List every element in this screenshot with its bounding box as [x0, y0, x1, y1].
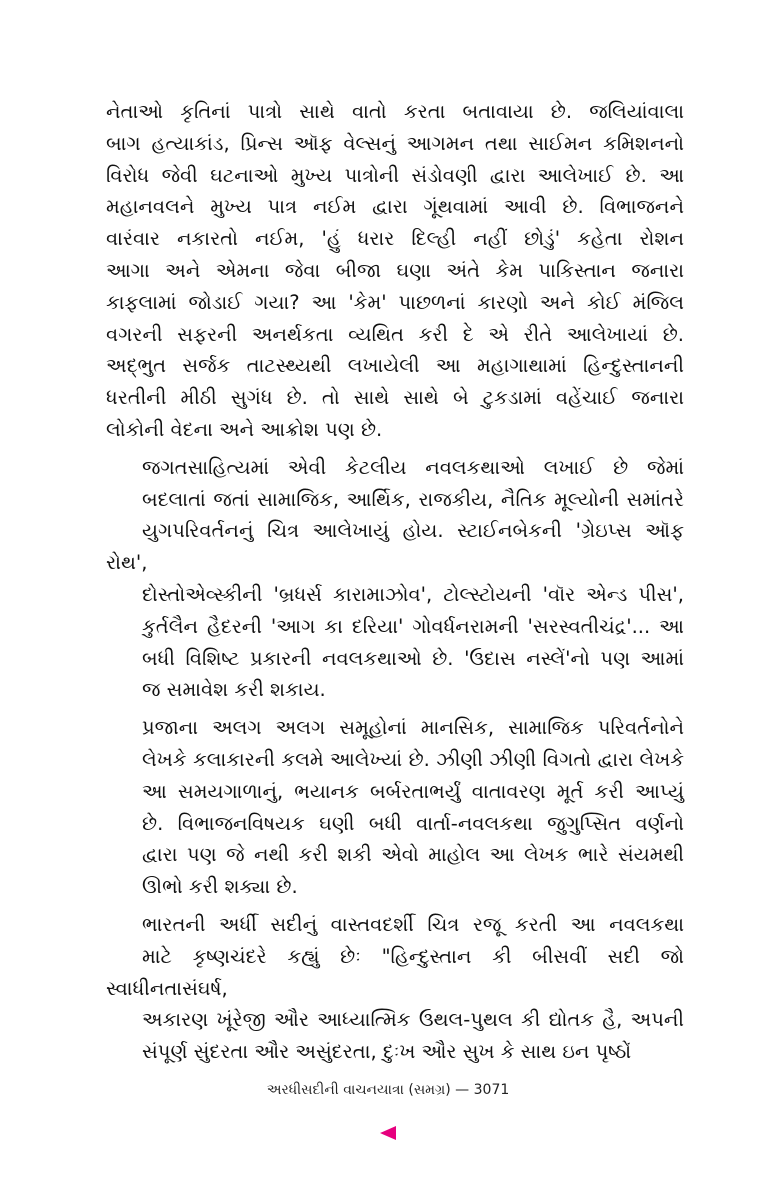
- text-line: યુગપરિવર્તનનું ચિત્ર આલેખાયું હોય. સ્ટાઈનબેકની 'ગ્રેઇપ્સ ઑફ રોથ',: [106, 519, 684, 575]
- text-line: નેતાઓ કૃતિનાં પાત્રો સાથે વાતો કરતા બતાવાયા છે. જલિયાંવાલા: [106, 100, 684, 123]
- text-line: ભારતની અર્ધી સદીનું વાસ્તવદર્શી ચિત્ર રજૂ કરતી આ નવલકથા: [142, 912, 684, 936]
- text-line: પ્રજાના અલગ અલગ સમૂહોનાં માનસિક, સામાજિક પરિવર્તનોને: [142, 716, 684, 740]
- text-line: વગરની સફરની અનર્થકતા વ્યથિત કરી દે એ રીતે આલેખાયાં છે.: [106, 322, 684, 346]
- text-line: માટે કૃષ્ણચંદરે કહ્યું છેઃ "હિન્દુસ્તાન કી બીસવીં સદી જો સ્વાધીનતાસંઘર્ષ,: [106, 944, 684, 1000]
- body-paragraph: [106, 96, 684, 446]
- text-line: જ સમાવેશ કરી શકાય.: [142, 678, 326, 702]
- text-line: આગા અને એમના જેવા બીજા ઘણા અંતે કેમ પાકિસ્તાન જનારા: [106, 258, 684, 282]
- text-line: વિરોધ જેવી ઘટનાઓ મુખ્ય પાત્રોની સંડોવણી દ્વારા આલેખાઈ છે. આ: [106, 163, 684, 187]
- text-line: સંપૂર્ણ સુંદરતા ઔર અસુંદરતા, દુઃખ ઔર સુખ કે સાથ ઇન પૃષ્ઠોં: [142, 1040, 632, 1064]
- text-line: જગતસાહિત્યમાં એવી કેટલીય નવલકથાઓ લખાઈ છે જેમાં: [142, 455, 684, 479]
- previous-page-button[interactable]: [378, 1123, 398, 1143]
- text-line: બદલાતાં જતાં સામાજિક, આર્થિક, રાજકીય, નૈતિક મૂલ્યોની સમાંતરે: [142, 487, 684, 511]
- triangle-left-icon: [378, 1123, 398, 1143]
- text-line: ધરતીની મીઠી સુગંધ છે. તો સાથે સાથે બે ટુકડામાં વહેંચાઈ જનારા: [106, 386, 684, 410]
- text-line: આ સમયગાળાનું, ભયાનક બર્બરતાભર્યું વાતાવરણ મૂર્ત કરી આપ્યું: [142, 779, 684, 803]
- text-line: છે. વિભાજનવિષયક ઘણી બધી વાર્તા-નવલકથા જુગુપ્સિત વર્ણનો: [142, 811, 684, 835]
- text-line: લેખકે કલાકારની કલમે આલેખ્યાં છે. ઝીણી ઝીણી વિગતો દ્વારા લેખકે: [142, 747, 684, 771]
- page-footer: અરધીસદીની વાચનયાત્રા (સમગ્ર) — 3071: [266, 1082, 510, 1098]
- text-line: કુર્તલૈન હૈદરની 'આગ કા દરિયા' ગોવર્ધનરામની 'સરસ્વતીચંદ્ર'... આ: [142, 614, 684, 638]
- body-paragraph: [106, 452, 684, 706]
- text-line: મહાનવલને મુખ્ય પાત્ર નઈમ દ્વારા ગૂંથવામાં આવી છે. વિભાજનને: [106, 195, 684, 219]
- text-line: બાગ હત્યાકાંડ, પ્રિન્સ ઑફ વેલ્સનું આગમન તથા સાઈમન કમિશનનો: [106, 131, 684, 155]
- body-paragraph: [106, 909, 684, 1068]
- text-line: વારંવાર નકારતો નઈમ, 'હું ધરાર દિલ્હી નહીં છોડું' કહેતા રોશન: [106, 227, 684, 251]
- text-line: કાફલામાં જોડાઈ ગયા? આ 'કેમ' પાછળનાં કારણો અને કોઈ મંજિલ: [106, 290, 684, 314]
- text-line: દ્વારા પણ જે નથી કરી શકી એવો માહોલ આ લેખક ભારે સંયમથી: [142, 843, 684, 867]
- text-line: અદ્ભુત સર્જક તાટસ્થ્યથી લખાયેલી આ મહાગાથામાં હિન્દુસ્તાનની: [106, 354, 684, 378]
- text-line: લોકોની વેદના અને આક્રોશ પણ છે.: [106, 417, 383, 441]
- text-line: બધી વિશિષ્ટ પ્રકારની નવલકથાઓ છે. 'ઉદાસ નસ્લેં'નો પણ આમાં: [142, 646, 684, 670]
- text-line: દોસ્તોએવ્સ્કીની 'બ્રધર્સ કારામાઝોવ', ટોલ્સ્ટોયની 'વૉર એન્ડ પીસ',: [142, 582, 684, 606]
- text-line: અકારણ ખૂંરેજી ઔર આધ્યાત્મિક ઉથલ-પુથલ કી દ્યોતક હૈ, અપની: [142, 1008, 684, 1032]
- text-line: ઊભો કરી શક્યા છે.: [142, 875, 298, 899]
- body-paragraph: [106, 712, 684, 903]
- page-body: [106, 96, 684, 1074]
